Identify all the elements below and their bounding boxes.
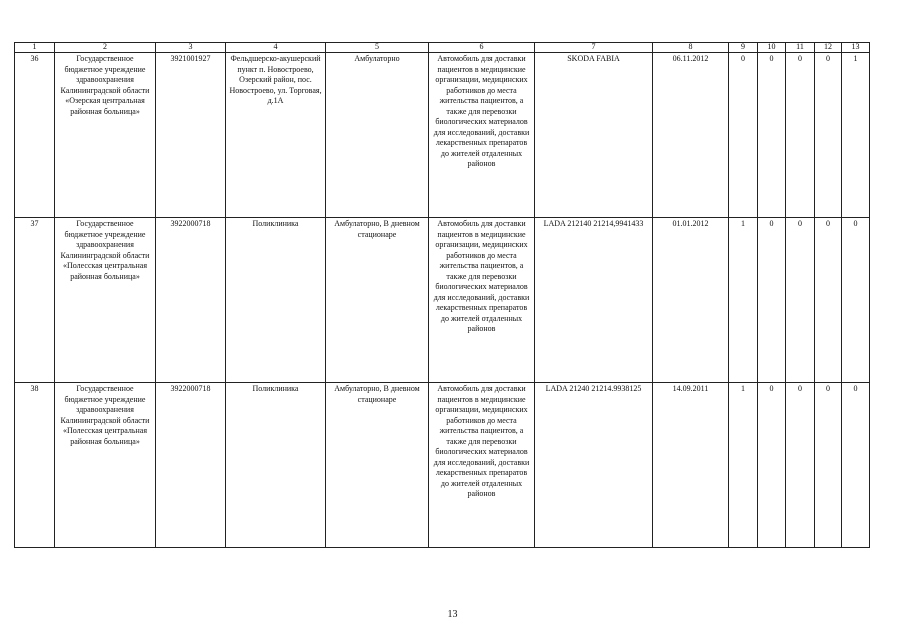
care-mode: Амбулаторно [326,53,429,218]
column-number: 1 [15,43,55,53]
organization-name: Государственное бюджетное учреждение здравоохранения Калининградской области «Озерская центральная районная больница» [55,53,156,218]
count-col-13: 1 [842,53,870,218]
count-col-11: 0 [786,53,815,218]
count-col-11: 0 [786,383,815,548]
column-number: 5 [326,43,429,53]
care-mode: Амбулаторно, В дневном стационаре [326,218,429,383]
registry-table [14,42,870,548]
column-number: 9 [729,43,758,53]
organization-name: Государственное бюджетное учреждение здравоохранения Калининградской области «Полесская центральная районная больница» [55,383,156,548]
vehicle-model: SKODA FABIA [535,53,653,218]
column-number: 10 [758,43,786,53]
structural-unit: Поликлиника [226,383,326,548]
column-number: 13 [842,43,870,53]
table-row [15,218,870,383]
organization-name: Государственное бюджетное учреждение здравоохранения Калининградской области «Полесская центральная районная больница» [55,218,156,383]
page-number: 13 [447,609,458,620]
row-number: 37 [15,218,55,383]
column-number: 6 [429,43,535,53]
inn: 3921001927 [156,53,226,218]
table-row [15,383,870,548]
column-number: 7 [535,43,653,53]
vehicle-model: LADA 212140 21214,9941433 [535,218,653,383]
row-number: 38 [15,383,55,548]
count-col-12: 0 [815,218,842,383]
column-number: 3 [156,43,226,53]
table-row [15,53,870,218]
count-col-13: 0 [842,383,870,548]
column-number-row [15,43,870,53]
structural-unit: Поликлиника [226,218,326,383]
count-col-12: 0 [815,383,842,548]
vehicle-purpose: Автомобиль для доставки пациентов в медицинские организации, медицинских работников до места жительства пациентов, а также для перевозки биологических материалов для исследований, доставки лекарственных препаратов до жителей отдаленных районов [429,218,535,383]
count-col-12: 0 [815,53,842,218]
inn: 3922000718 [156,218,226,383]
vehicle-purpose: Автомобиль для доставки пациентов в медицинские организации, медицинских работников до места жительства пациентов, а также для перевозки биологических материалов для исследований, доставки лекарственных препаратов до жителей отдаленных районов [429,383,535,548]
date: 14.09.2011 [653,383,729,548]
count-col-10: 0 [758,53,786,218]
column-number: 12 [815,43,842,53]
date: 06.11.2012 [653,53,729,218]
inn: 3922000718 [156,383,226,548]
column-number: 8 [653,43,729,53]
column-number: 4 [226,43,326,53]
count-col-13: 0 [842,218,870,383]
count-col-11: 0 [786,218,815,383]
count-col-9: 1 [729,218,758,383]
structural-unit: Фельдшерско-акушерский пункт п. Новостроево, Озерский район, пос. Новостроево, ул. Торговая, д.1А [226,53,326,218]
column-number: 2 [55,43,156,53]
count-col-10: 0 [758,218,786,383]
column-number: 11 [786,43,815,53]
care-mode: Амбулаторно, В дневном стационаре [326,383,429,548]
count-col-10: 0 [758,383,786,548]
date: 01.01.2012 [653,218,729,383]
vehicle-model: LADA 21240 21214.9938125 [535,383,653,548]
row-number: 36 [15,53,55,218]
count-col-9: 0 [729,53,758,218]
vehicle-purpose: Автомобиль для доставки пациентов в медицинские организации, медицинских работников до места жительства пациентов, а также для перевозки биологических материалов для исследований, доставки лекарственных препаратов до жителей отдаленных районов [429,53,535,218]
count-col-9: 1 [729,383,758,548]
